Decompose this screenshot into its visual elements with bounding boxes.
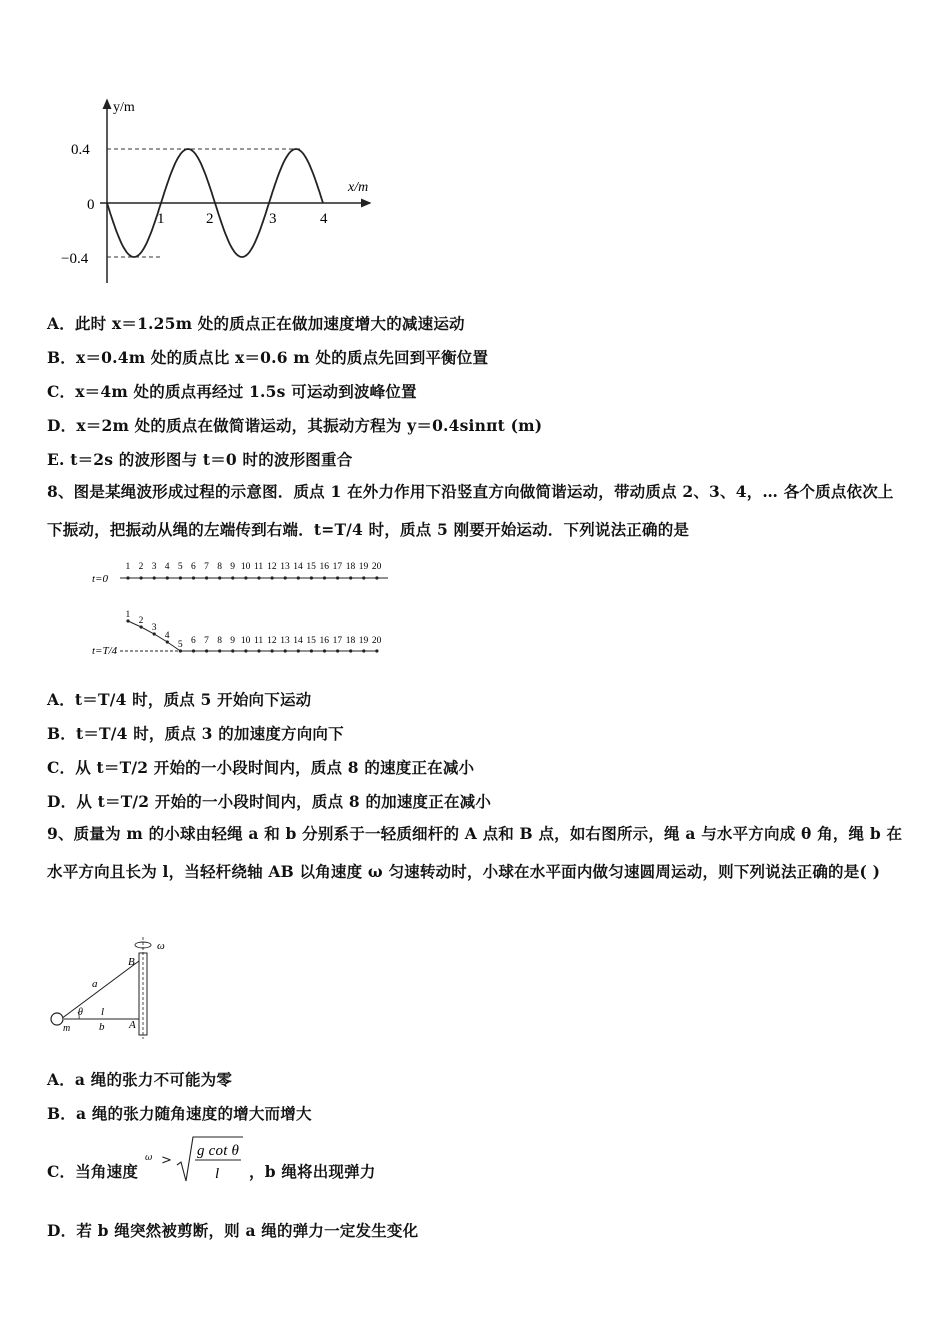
q9-option-c-prefix: C．当角速度 — [47, 1162, 139, 1181]
rope-point-tT4 — [284, 649, 287, 652]
rope-label-tT4: 7 — [204, 636, 209, 646]
rope-point-tT4 — [323, 649, 326, 652]
rope-point-tT4 — [349, 649, 352, 652]
rope-point-tT4 — [271, 649, 274, 652]
q7-option-e: E. t＝2s 的波形图与 t＝0 时的波形图重合 — [47, 450, 353, 469]
rope-label-tT4: 17 — [332, 636, 343, 646]
rope-label-t0: 1 — [125, 562, 131, 572]
rope-label-tT4: 1 — [125, 610, 131, 620]
rope-point-t0 — [284, 576, 287, 579]
y-tick-0: 0 — [87, 197, 95, 213]
rope-label-tT4: 16 — [319, 636, 329, 646]
label-A: A — [129, 1019, 136, 1031]
q8-stem: 8、图是某绳波形成过程的示意图．质点 1 在外力作用下沿竖直方向做简谐运动，带动质点 2、3、4，… 各个质点依次上下振动，把振动从绳的左端传到右端．t=T/4 时，质点 5 刚要开始运动．下列说法正确的是 — [47, 482, 894, 539]
rope-point-t0 — [257, 576, 260, 579]
rod-ball-figure — [45, 935, 185, 1040]
rope-label-t0: 11 — [254, 562, 264, 572]
rope-label-t0: 19 — [358, 562, 369, 572]
rope-label-t0: 12 — [267, 562, 277, 572]
rope-label-tT4: 5 — [177, 640, 183, 650]
rope-label-t0: 7 — [204, 562, 209, 572]
label-m: m — [63, 1023, 71, 1034]
rope-label-t0: 18 — [345, 562, 356, 572]
rope-point-t0 — [297, 576, 300, 579]
rope-point-t0 — [126, 576, 129, 579]
label-omega: ω — [157, 940, 165, 952]
rope-point-tT4 — [310, 649, 313, 652]
label-theta: θ — [78, 1007, 83, 1018]
sqrt-formula — [175, 1135, 245, 1185]
rope-label-tT4: 11 — [254, 636, 264, 646]
label-b: b — [99, 1021, 105, 1033]
q9-option-c-suffix: ，b 绳将出现弹力 — [249, 1162, 376, 1181]
rope-label-t0: 17 — [332, 562, 343, 572]
rope-point-t0 — [218, 576, 221, 579]
q9-stem: 9、质量为 m 的小球由轻绳 a 和 b 分别系于一轻质细杆的 A 点和 B 点，如右图所示，绳 a 与水平方向成 θ 角，绳 b 在水平方向且长为 l，当轻杆绕轴 AB 以角速度 ω 匀速转动时，小球在水平面内做匀速圆周运动，则下列说法正确的是( ) — [47, 824, 903, 881]
rope-point-tT4 — [257, 649, 260, 652]
omega-symbol: ω — [145, 1153, 153, 1163]
q9-option-d: D．若 b 绳突然被剪断，则 a 绳的弹力一定发生变化 — [47, 1221, 419, 1240]
rope-point-t0 — [166, 576, 169, 579]
y-axis-label: y/m — [113, 100, 135, 115]
rope-label-t0: 15 — [306, 562, 316, 572]
rope-point-t0 — [362, 576, 365, 579]
rope-point-t0 — [323, 576, 326, 579]
q7-option-a: A．此时 x＝1.25m 处的质点正在做加速度增大的减速运动 — [47, 314, 465, 333]
rope-point-t0 — [140, 576, 143, 579]
q9-option-b: B．a 绳的张力随角速度的增大而增大 — [47, 1104, 312, 1123]
rope-point-tT4 — [244, 649, 247, 652]
x-tick-2: 2 — [206, 211, 214, 227]
q8-option-d: D．从 t＝T/2 开始的一小段时间内，质点 8 的加速度正在减小 — [47, 792, 492, 811]
rope-point-t0 — [153, 576, 156, 579]
rope-label-tT4: 13 — [280, 636, 290, 646]
formula-numerator: g cot θ — [197, 1143, 240, 1159]
rope-label-t0: 2 — [138, 562, 144, 572]
x-tick-1: 1 — [157, 211, 165, 227]
label-tT4: t=T/4 — [92, 645, 118, 657]
wave-graph — [55, 95, 395, 290]
rope-point-t0 — [179, 576, 182, 579]
rope-label-t0: 10 — [240, 562, 251, 572]
rope-label-tT4: 3 — [151, 623, 157, 633]
label-l: l — [101, 1006, 105, 1018]
y-tick-0.4: 0.4 — [71, 142, 90, 158]
q9-option-a: A．a 绳的张力不可能为零 — [47, 1070, 233, 1089]
rope-point-tT4 — [375, 649, 378, 652]
rope-label-tT4: 2 — [138, 616, 144, 626]
rope-label-tT4: 4 — [164, 631, 170, 641]
q8-option-c: C．从 t＝T/2 开始的一小段时间内，质点 8 的速度正在减小 — [47, 758, 475, 777]
rope-point-t0 — [271, 576, 274, 579]
rope-label-tT4: 19 — [358, 636, 369, 646]
rope-label-tT4: 15 — [306, 636, 316, 646]
rope-point-t0 — [205, 576, 208, 579]
rope-label-tT4: 18 — [345, 636, 356, 646]
label-t0: t=0 — [92, 573, 108, 585]
rope-point-t0 — [310, 576, 313, 579]
gt-symbol: > — [161, 1153, 173, 1168]
rope-point-tT4 — [336, 649, 339, 652]
rope-label-t0: 5 — [177, 562, 183, 572]
label-a: a — [92, 978, 98, 990]
rope-label-tT4: 6 — [191, 636, 196, 646]
rope-label-tT4: 8 — [217, 636, 222, 646]
rope-label-t0: 3 — [151, 562, 157, 572]
rope-label-t0: 16 — [319, 562, 329, 572]
rope-label-tT4: 9 — [230, 636, 236, 646]
rope-label-tT4: 10 — [240, 636, 251, 646]
rope-label-t0: 4 — [164, 562, 170, 572]
q8-option-b: B．t＝T/4 时，质点 3 的加速度方向向下 — [47, 724, 344, 743]
rope-point-tT4 — [205, 649, 208, 652]
rope-label-tT4: 20 — [371, 636, 382, 646]
rope-point-t0 — [244, 576, 247, 579]
q8-option-a: A．t＝T/4 时，质点 5 开始向下运动 — [47, 690, 312, 709]
rope-point-tT4 — [192, 649, 195, 652]
rope-wave-figure — [90, 556, 400, 661]
rope-point-tT4 — [231, 649, 234, 652]
x-tick-4: 4 — [320, 211, 328, 227]
label-B: B — [128, 956, 135, 968]
q7-option-d: D．x＝2m 处的质点在做简谐运动，其振动方程为 y＝0.4sinπt (m) — [47, 416, 543, 435]
formula-denominator: l — [215, 1166, 220, 1182]
rope-label-tT4: 14 — [293, 636, 303, 646]
rope-point-t0 — [192, 576, 195, 579]
rope-point-t0 — [231, 576, 234, 579]
ball — [51, 1013, 63, 1025]
q7-option-b: B．x＝0.4m 处的质点比 x＝0.6 m 处的质点先回到平衡位置 — [47, 348, 489, 367]
x-tick-3: 3 — [269, 211, 277, 227]
rope-point-t0 — [349, 576, 352, 579]
rope-label-tT4: 12 — [267, 636, 277, 646]
x-axis-label: x/m — [348, 180, 369, 195]
rope-a — [61, 961, 139, 1019]
rope-label-t0: 8 — [217, 562, 222, 572]
y-tick-neg0.4: −0.4 — [61, 251, 89, 267]
rope-point-tT4 — [297, 649, 300, 652]
rope-point-t0 — [336, 576, 339, 579]
rope-label-t0: 20 — [371, 562, 382, 572]
rope-label-t0: 9 — [230, 562, 236, 572]
rope-point-t0 — [375, 576, 378, 579]
rope-label-t0: 6 — [191, 562, 196, 572]
rope-label-t0: 13 — [280, 562, 290, 572]
rope-point-tT4 — [362, 649, 365, 652]
rope-label-t0: 14 — [293, 562, 303, 572]
q7-option-c: C．x＝4m 处的质点再经过 1.5s 可运动到波峰位置 — [47, 382, 417, 401]
rope-point-tT4 — [218, 649, 221, 652]
